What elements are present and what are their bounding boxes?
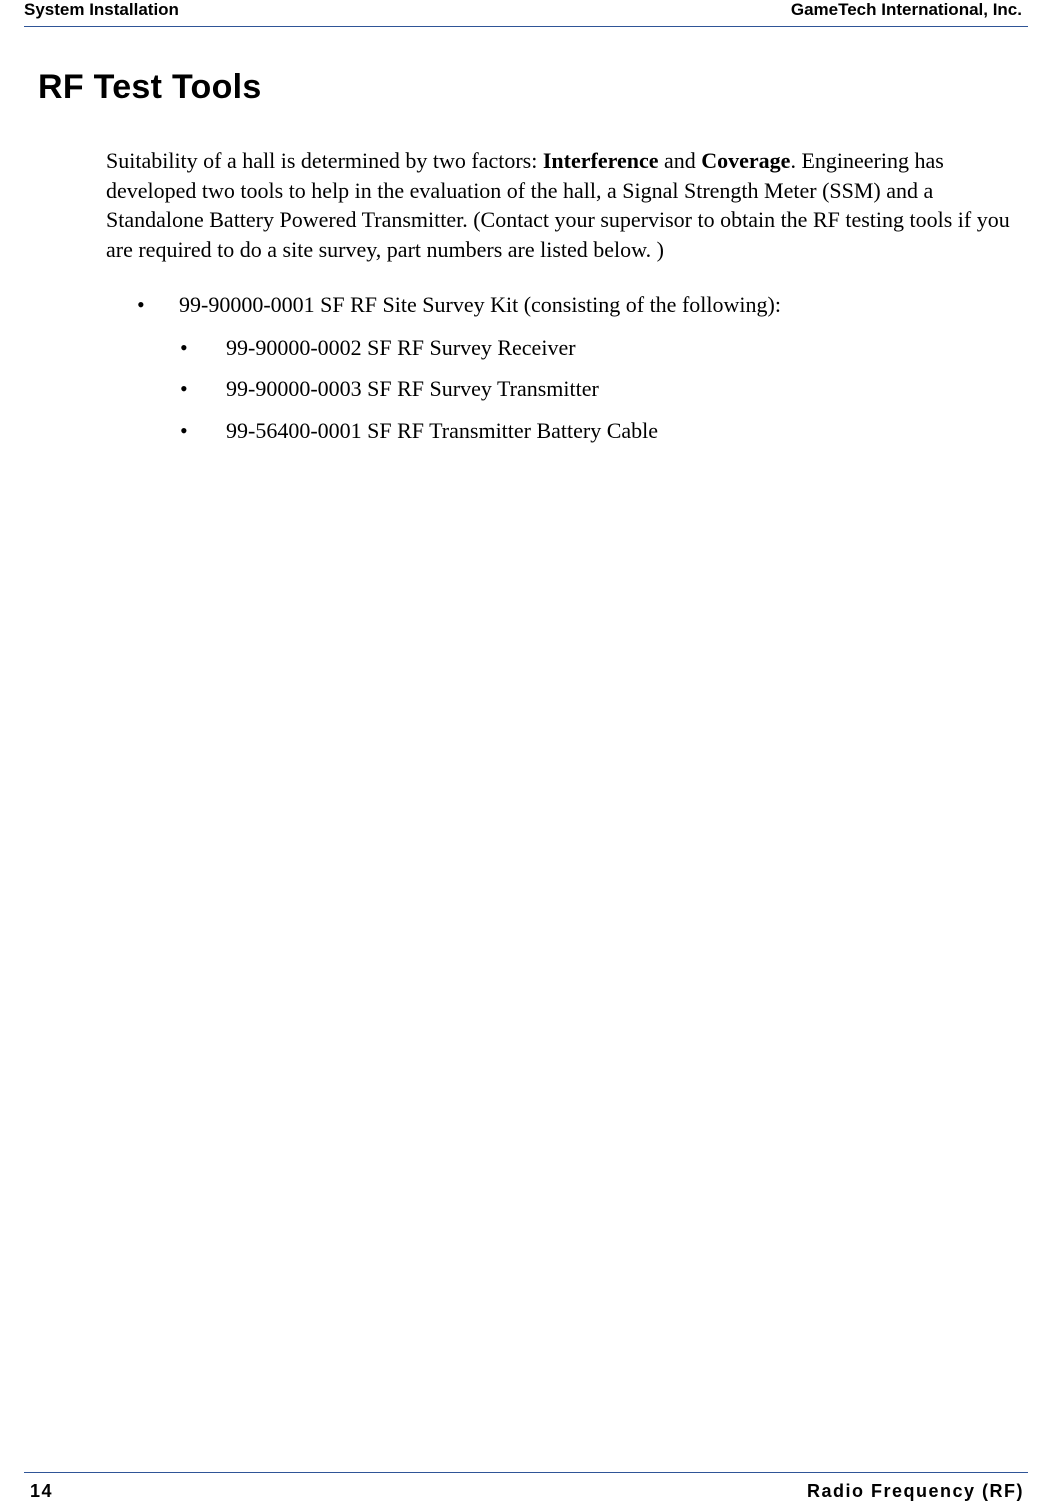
- page-footer: [24, 1472, 1028, 1503]
- page-title: RF Test Tools: [38, 68, 262, 106]
- intro-paragraph: [106, 146, 1016, 264]
- intro-bold-interference: Interference: [542, 148, 659, 173]
- list-item-text: 99-90000-0001 SF RF Site Survey Kit (consisting of the following):: [179, 292, 781, 317]
- bullet-glyph: •: [137, 292, 145, 317]
- footer-section-name: Radio Frequency (RF): [806, 1481, 1024, 1501]
- intro-text-end: . Engineering has developed two tools to help in the evaluation of the hall, a Signal Strength Meter (SSM) and a Standalone Battery Powered Transmitter. (Contact your supervisor to obtain the RF testing tools if you are required to do a site survey, part numbers are listed below. ): [106, 148, 1010, 262]
- page-header: [24, 0, 1028, 27]
- page-number: 14: [30, 1481, 54, 1501]
- header-company-name: GameTech International, Inc.: [790, 0, 1022, 19]
- intro-bold-coverage: Coverage: [701, 148, 791, 173]
- bullet-glyph: •: [180, 335, 188, 360]
- list-item-text: 99-90000-0002 SF RF Survey Receiver: [226, 335, 576, 360]
- intro-text-start: Suitability of a hall is determined by two factors:: [106, 148, 543, 173]
- bullet-glyph: •: [180, 418, 188, 443]
- list-item-text: 99-56400-0001 SF RF Transmitter Battery Cable: [226, 418, 659, 443]
- header-section-title: System Installation: [24, 0, 179, 19]
- list-item-text: 99-90000-0003 SF RF Survey Transmitter: [226, 376, 599, 401]
- bullet-glyph: •: [180, 376, 188, 401]
- intro-text-middle: and: [658, 148, 702, 173]
